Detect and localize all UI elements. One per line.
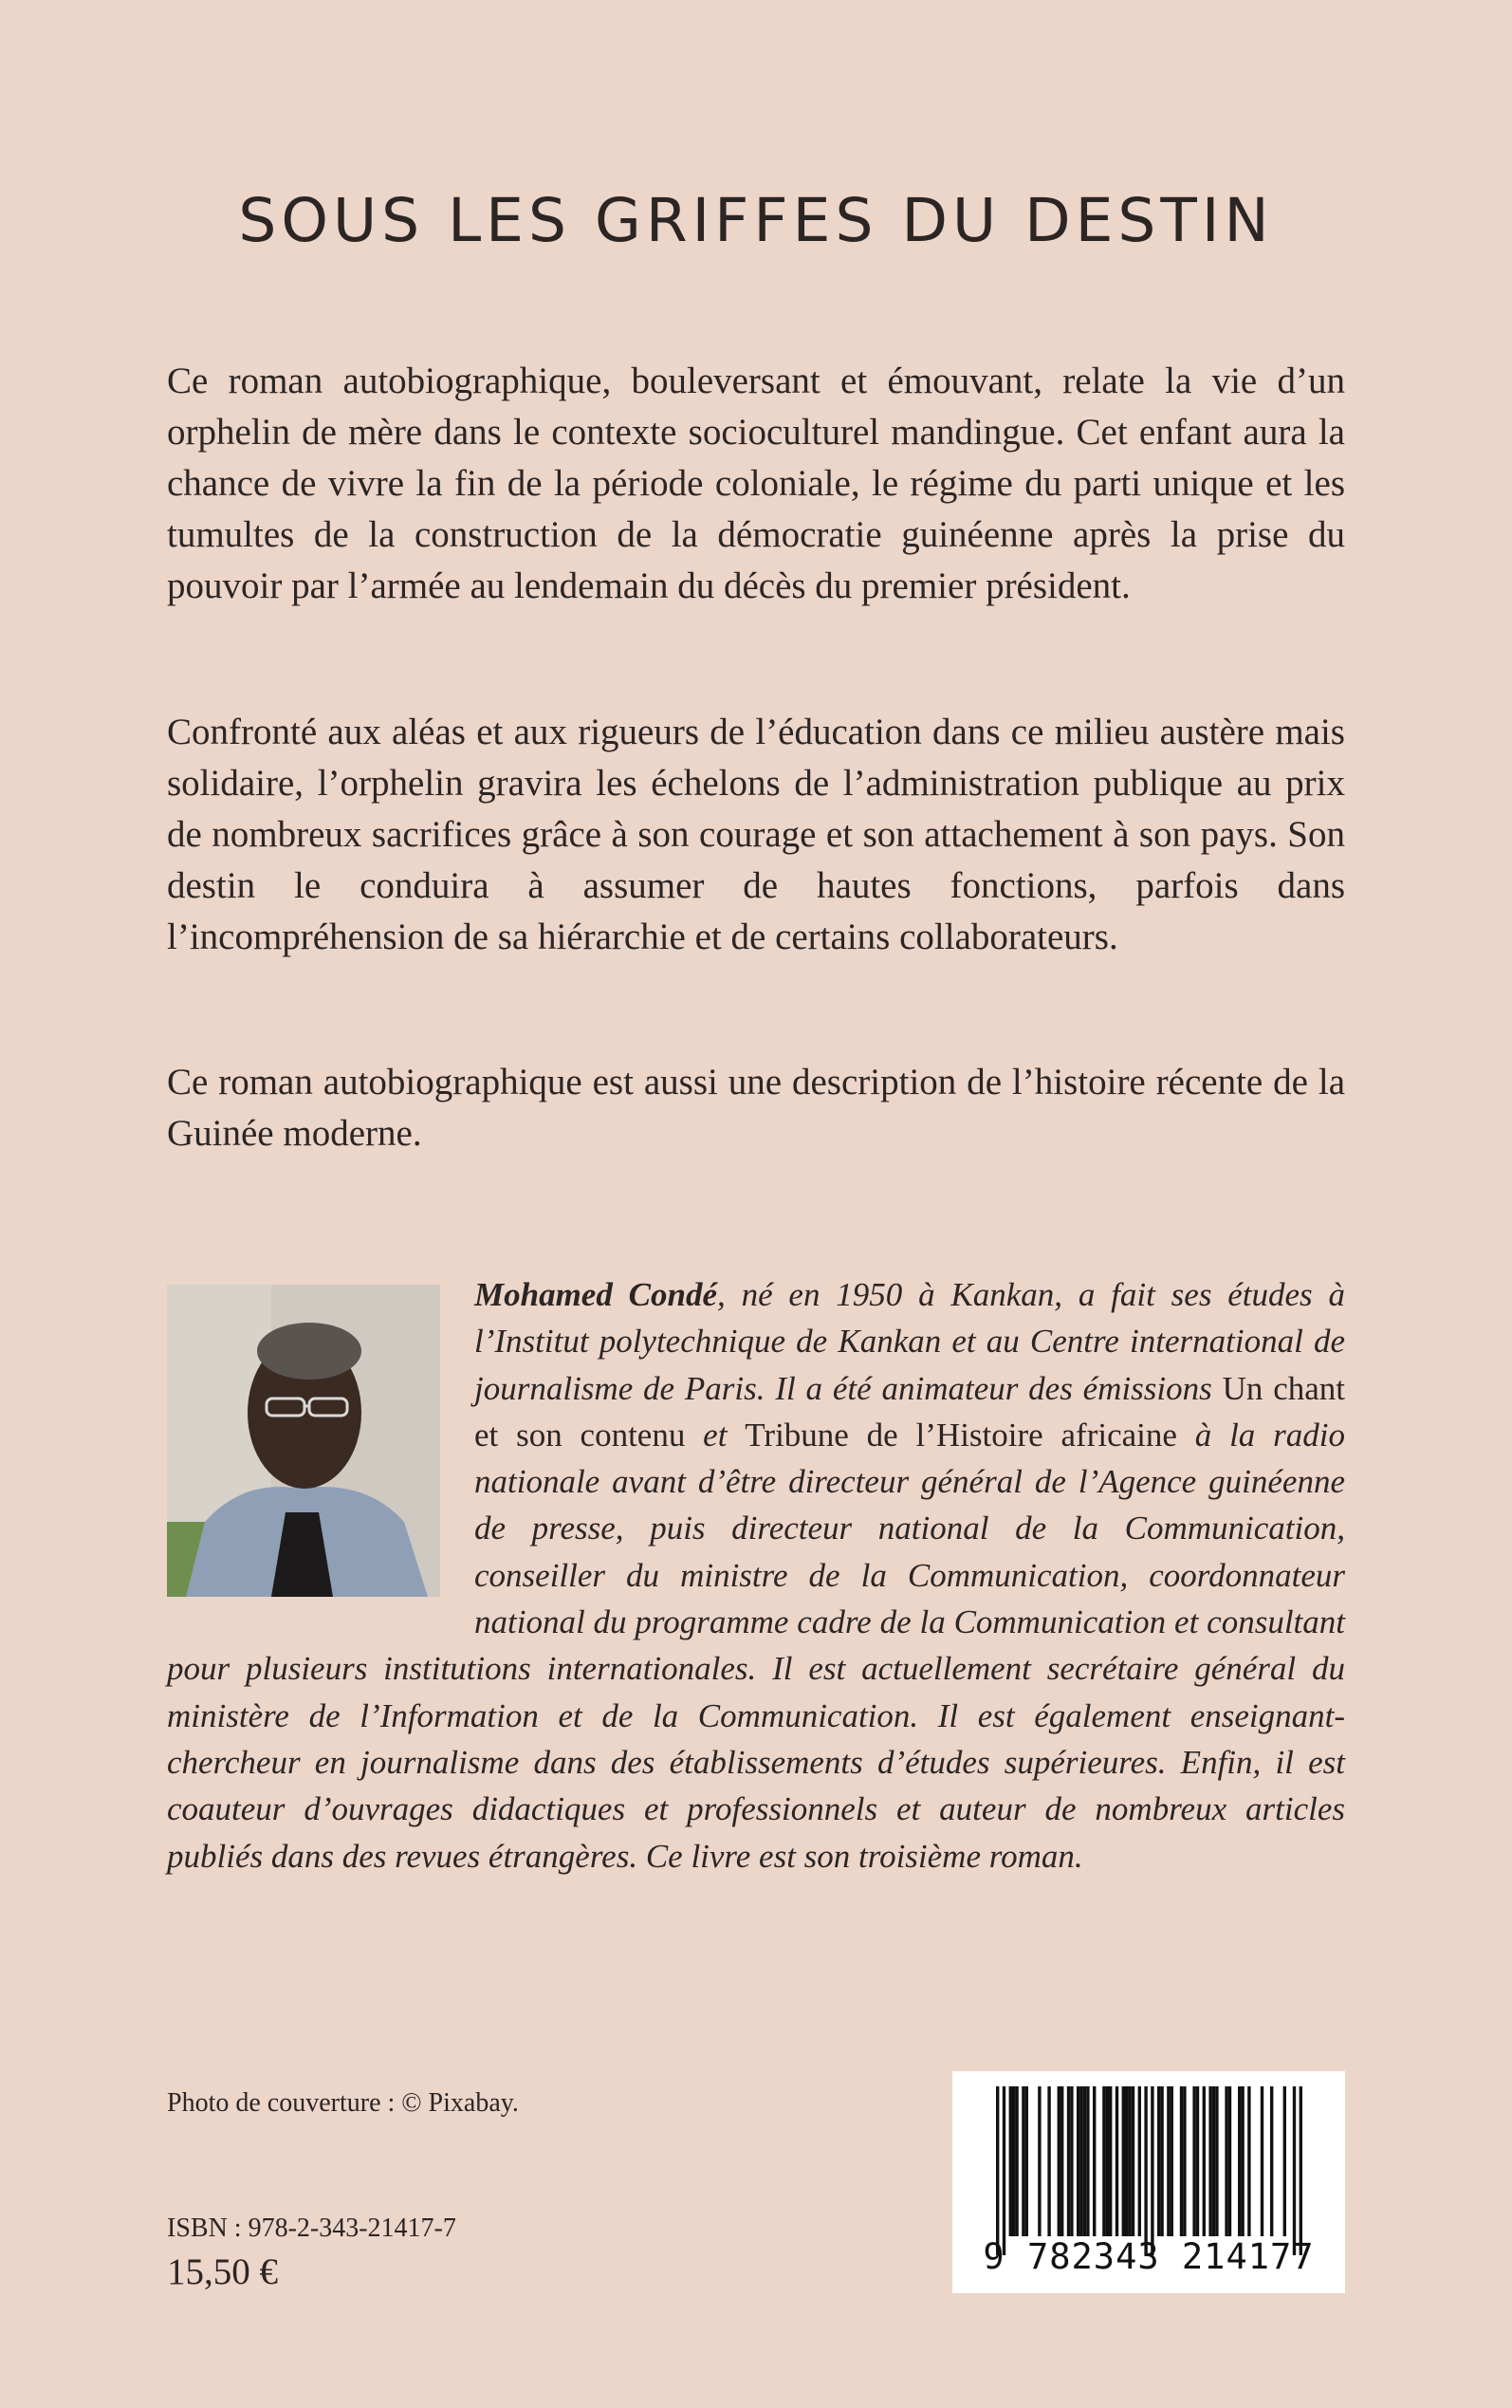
barcode-bar: [1238, 2086, 1241, 2236]
barcode-bar: [1167, 2086, 1170, 2236]
barcode-bar: [1215, 2086, 1218, 2236]
price: 15,50 €: [167, 2251, 278, 2292]
barcode-bar: [1261, 2086, 1263, 2236]
barcode-bar: [1083, 2086, 1086, 2236]
barcode-bar: [1038, 2086, 1041, 2236]
barcode-bar: [1058, 2086, 1060, 2236]
isbn: ISBN : 978-2-343-21417-7: [167, 2214, 456, 2243]
barcode-bar: [1192, 2086, 1195, 2236]
barcode-bar: [1171, 2086, 1173, 2236]
barcode-bar: [1102, 2086, 1105, 2236]
barcode-bar: [1203, 2086, 1206, 2236]
blurb-paragraph-1: Ce roman autobiographique, bouleversant et émouvant, relate la vie d’un orphelin de mère dans le contexte socioculturel mandingue. Cet enfant aura la chance de vivre la fin de la période coloniale, le régime du parti unique et les tumultes de la construction de la démocratie guinéenne après la prise du pouvoir par l’armée au lendemain du décès du premier président.: [167, 361, 1345, 606]
barcode-bar: [1106, 2086, 1109, 2236]
bio-text-2: et: [685, 1416, 746, 1454]
barcode-bar: [1047, 2086, 1050, 2236]
author-bio: [167, 1271, 1345, 1880]
radio-show-1: Un chant et son contenu: [474, 1369, 1345, 1454]
barcode-bar: [1151, 2086, 1153, 2255]
barcode-bar: [1093, 2086, 1096, 2236]
barcode-bar: [1015, 2086, 1018, 2236]
barcode-bar: [1283, 2086, 1286, 2236]
barcode-bar: [1079, 2086, 1082, 2236]
barcode-bar: [1300, 2086, 1302, 2255]
barcode-bar: [1060, 2086, 1063, 2236]
barcode-bar: [1067, 2086, 1070, 2236]
author-name: Mohamed Condé: [474, 1276, 718, 1313]
barcode-bar: [1125, 2086, 1128, 2236]
barcode-bar: [1086, 2086, 1089, 2236]
radio-show-2: Tribune de l’Histoire africaine: [745, 1416, 1177, 1454]
barcode-bar: [1225, 2086, 1227, 2236]
barcode-digits: 9 782343 214177: [983, 2236, 1315, 2277]
barcode-bar: [1109, 2086, 1112, 2236]
barcode-bar: [1132, 2086, 1134, 2236]
barcode-bar: [1228, 2086, 1231, 2236]
barcode-bar: [1003, 2086, 1005, 2255]
barcode-bar: [1160, 2086, 1163, 2236]
barcode-bar: [1138, 2086, 1141, 2236]
barcode-bar: [1077, 2086, 1079, 2236]
barcode-bar: [1116, 2086, 1118, 2236]
barcode-bar: [1247, 2086, 1250, 2236]
blurb-paragraph-3: Ce roman autobiographique est aussi une description de l’histoire récente de la Guinée moderne.: [167, 1062, 1345, 1154]
barcode-bar: [1070, 2086, 1073, 2236]
barcode-bar: [1025, 2086, 1028, 2236]
barcode-bar: [1128, 2086, 1131, 2236]
barcode-bar: [1022, 2086, 1024, 2236]
barcode-bar: [1157, 2086, 1160, 2236]
bio-text-3: à la radio nationale avant d’être directeur général de l’Agence guinéenne de presse, puis directeur national de la Communication, conseiller du ministre de la Communication, coordonnateur national du programme cadre de la Communication et consultant pour plusieurs institutions internationales. Il est actuellement secrétaire général du ministère de l’Information et de la Communication. Il est également enseignant-chercheur en journalisme dans des établissements d’études supérieures. Enfin, il est coauteur d’ouvrages didactiques et professionnels et auteur de nombreux articles publiés dans des revues étrangères. Ce livre est son troisième roman.: [167, 1416, 1345, 1875]
barcode-bar: [1293, 2086, 1296, 2255]
barcode-bar: [1208, 2086, 1211, 2236]
blurb-paragraph-2: Confronté aux aléas et aux rigueurs de l’éducation dans ce milieu austère mais solidaire, l’orphelin gravira les échelons de l’administration publique au prix de nombreux sacrifices grâce à son courage et son attachement à son pays. Son destin le conduira à assumer de hautes fonctions, parfois dans l’incompréhension de sa hiérarchie et de certains collaborateurs.: [167, 712, 1345, 957]
author-photo: [167, 1285, 440, 1597]
barcode-bar: [1122, 2086, 1125, 2236]
barcode-bar: [1012, 2086, 1015, 2236]
barcode-bar: [1180, 2086, 1183, 2236]
barcode-bar: [1009, 2086, 1012, 2236]
book-title: SOUS LES GRIFFES DU DESTIN: [238, 186, 1274, 255]
barcode-bar: [1144, 2086, 1147, 2255]
barcode-bar: [996, 2086, 999, 2255]
bio-text-1: , né en 1950 à Kankan, a fait ses études à l’Institut polytechnique de Kankan et au Centre international de journalisme de Paris. Il a été animateur des émissions: [474, 1276, 1345, 1407]
barcode-bar: [1241, 2086, 1244, 2236]
barcode-bar: [1270, 2086, 1273, 2236]
barcode-bar: [1212, 2086, 1215, 2236]
barcode-bar: [1196, 2086, 1199, 2236]
photo-credit: Photo de couverture : © Pixabay.: [167, 2088, 519, 2118]
isbn-barcode: [952, 2071, 1345, 2293]
barcode-bar: [1183, 2086, 1186, 2236]
